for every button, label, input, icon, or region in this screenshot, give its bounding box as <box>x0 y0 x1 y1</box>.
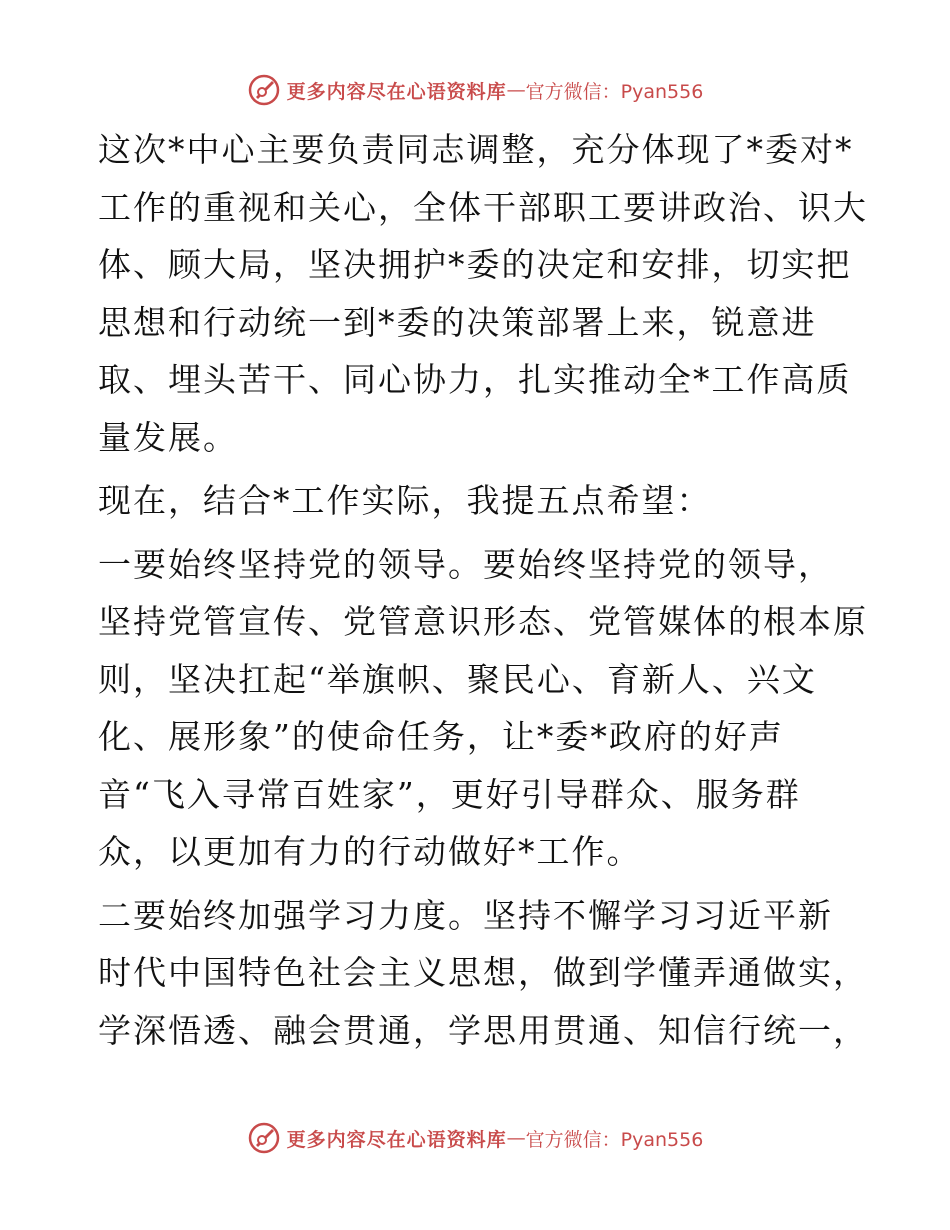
footer-site-name: 更多内容尽在心语资料库 <box>286 1128 507 1151</box>
footer-wechat: 官方微信：Pyan556 <box>525 1128 704 1151</box>
header-separator: — <box>506 79 526 101</box>
text-line: 这次*中心主要负责同志调整，充分体现了*委对* <box>98 130 854 169</box>
paragraph-2 <box>98 472 858 530</box>
header-site-name: 更多内容尽在心语资料库 <box>286 80 507 103</box>
paragraph-1 <box>98 121 868 466</box>
text-line: 学深悟透、融会贯通，学思用贯通、知信行统一， <box>98 1010 868 1050</box>
text-line: 取、埋头苦干、同心协力，扎实推动全*工作高质 <box>98 360 852 399</box>
paragraph-4 <box>98 887 868 1060</box>
logo-icon <box>247 73 281 107</box>
text-line: 思想和行动统一到*委的决策部署上来，锐意进 <box>98 302 817 342</box>
text-line: 量发展。 <box>98 417 238 457</box>
document-body <box>98 121 868 1065</box>
header-banner <box>0 70 950 110</box>
header-wechat: 官方微信：Pyan556 <box>525 80 704 103</box>
text-line: 时代中国特色社会主义思想，做到学懂弄通做实， <box>98 953 868 992</box>
text-line: 音“飞入寻常百姓家”，更好引导群众、服务群 <box>98 774 801 814</box>
text-line: 坚持党管宣传、党管意识形态、党管媒体的根本原 <box>98 602 868 641</box>
text-line: 工作的重视和关心，全体干部职工要讲政治、识大 <box>98 187 868 227</box>
text-line: 众，以更加有力的行动做好*工作。 <box>98 832 642 871</box>
logo-icon <box>247 1121 281 1155</box>
text-line: 现在，结合*工作实际，我提五点希望： <box>98 481 712 520</box>
text-line: 化、展形象”的使命任务，让*委*政府的好声 <box>98 717 784 756</box>
text-line: 体、顾大局，坚决拥护*委的决定和安排，切实把 <box>98 245 852 284</box>
footer-banner <box>0 1118 950 1158</box>
paragraph-3 <box>98 536 868 881</box>
text-line: 二要始终加强学习力度。坚持不懈学习习近平新 <box>98 895 833 935</box>
text-line: 则，坚决扛起“举旗帜、聚民心、育新人、兴文 <box>98 659 817 699</box>
footer-separator: — <box>506 1127 526 1149</box>
text-line: 一要始终坚持党的领导。要始终坚持党的领导， <box>98 544 833 584</box>
